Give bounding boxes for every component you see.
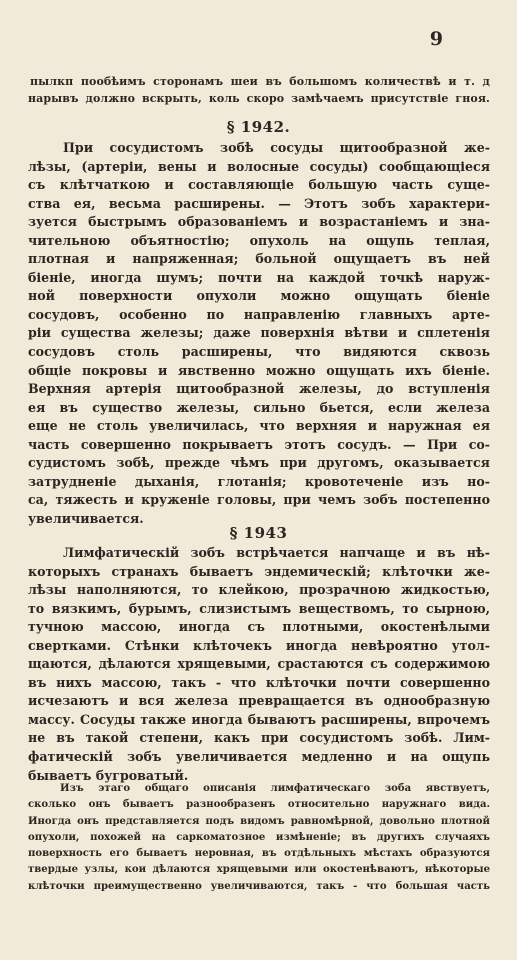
continued-text-block — [28, 73, 490, 107]
paragraph-line: са, тяжесть и круженіе головы, при чемъ зобъ постепенно — [28, 492, 490, 508]
footnote-line: сколько онъ бываетъ разнообразенъ относительно наружнаго вида. — [28, 799, 490, 811]
paragraph-line: то вязкимъ, бурымъ, слизистымъ веществомъ, то сырною, — [28, 600, 490, 616]
paragraph-line: біеніе, иногда шумъ; почти на каждой точкѣ наруж- — [28, 269, 490, 285]
section-1943-body — [28, 544, 490, 785]
paragraph-line: сосудовъ столь расширены, что видяются сквозь — [28, 344, 490, 360]
paragraph-line: не въ такой степени, какъ при сосудистомъ зобѣ. Лим- — [28, 730, 490, 746]
paragraph-line: ной поверхности опухоли можно ощущать біеніе — [28, 288, 490, 304]
section-1942-body — [28, 139, 490, 528]
paragraph-line: часть совершенно покрываетъ этотъ сосудъ. — При со- — [28, 436, 490, 452]
paragraph-line: чительною объятностію; опухоль на ощупь теплая, — [28, 232, 490, 248]
paragraph-line: фатическій зобъ увеличивается медленно и на ощупь — [28, 749, 490, 765]
footnote-line: твердые узлы, кои дѣлаются хрящевыми или окостенѣваютъ, нѣкоторые — [28, 864, 490, 876]
paragraph-line: общіе покровы и явственно можно ощущать ихъ біеніе. — [28, 362, 490, 378]
paragraph-line: сосудовъ, особенно по направленію главныхъ арте- — [28, 306, 490, 322]
paragraph-line: Лимфатическій зобъ встрѣчается напчаще и въ нѣ- — [63, 545, 490, 560]
paragraph-line: лѣзы наполняются, то клейкою, прозрачною жидкостью, — [28, 582, 490, 598]
section-heading-1943: § 1943 — [229, 524, 288, 542]
section-heading-1942: § 1942. — [226, 118, 291, 136]
paragraph-line: лѣзы, (артеріи, вены и волосные сосуды) сообщающіеся — [28, 158, 490, 174]
paragraph-line: ея въ существо железы, сильно бьется, если железа — [28, 399, 490, 415]
footnote-line: Изъ этаго общаго описанія лимфатическаго зоба явствуетъ, — [60, 783, 490, 794]
continued-text-line: пылкп пообѣимъ сторонамъ шеи въ большомъ количествѣ и т. д — [30, 75, 490, 88]
paragraph-line: зуется быстрымъ образованіемъ и возрастаніемъ и зна- — [28, 214, 490, 230]
paragraph-line: ріи существа железы; даже поверхнія вѣтви и сплетенія — [28, 325, 490, 341]
footnote-block — [28, 781, 490, 895]
paragraph-line: судистомъ зобѣ, прежде чѣмъ при другомъ, оказывается — [28, 455, 490, 471]
paragraph-line: увеличивается. — [28, 510, 144, 526]
paragraph-line: тучною массою, иногда съ плотными, окостенѣлыми — [28, 619, 490, 635]
paragraph-line: бываетъ бугроватый. — [28, 767, 189, 783]
paragraph-line: При сосудистомъ зобѣ сосуды щитообразной же- — [63, 140, 490, 155]
paragraph-line: щаются, дѣлаются хрящевыми, срастаются съ содержимою — [28, 656, 490, 672]
footnote-line: опухоли, похожей на саркоматозное измѣненіе; въ другихъ случаяхъ — [28, 831, 490, 843]
paragraph-line: ства ея, весьма расширены. — Этотъ зобъ характери- — [28, 195, 490, 211]
continued-text-line: нарывъ должно вскрыть, коль скоро замѣчаемъ присутствіе гноя. — [28, 92, 490, 105]
paragraph-line: Верхняя артерія щитообразной железы, до вступленія — [28, 381, 490, 397]
paragraph-line: массу. Сосуды также иногда бываютъ расширены, впрочемъ — [28, 711, 490, 727]
paragraph-line: которыхъ странахъ бываетъ эндемическій; клѣточки же- — [28, 563, 490, 579]
page-number: 9 — [429, 28, 443, 50]
paragraph-line: съ клѣтчаткою и составляющіе большую часть суще- — [28, 177, 490, 193]
paragraph-line: свертками. Стѣнки клѣточекъ иногда невѣроятно утол- — [28, 637, 490, 653]
paragraph-line: въ нихъ массою, такъ - что клѣточки почти совершенно — [28, 674, 490, 690]
paragraph-line: еще не столь увеличилась, что верхняя и наружная ея — [28, 418, 490, 434]
footnote-line: клѣточки преимущественно увеличиваются, такъ - что большая часть — [28, 880, 490, 892]
paragraph-line: плотная и напряженная; больной ощущаетъ въ ней — [28, 251, 490, 267]
footnote-line: Иногда онъ представляется подъ видомъ равномѣрной, довольно плотной — [28, 815, 490, 827]
footnote-line: поверхность его бываетъ неровная, въ отдѣльныхъ мѣстахъ образуются — [28, 848, 490, 860]
paragraph-line: исчезаютъ и вся железа превращается въ однообразную — [28, 693, 490, 709]
paragraph-line: затрудненіе дыханія, глотанія; кровотеченіе изъ но- — [28, 473, 490, 489]
